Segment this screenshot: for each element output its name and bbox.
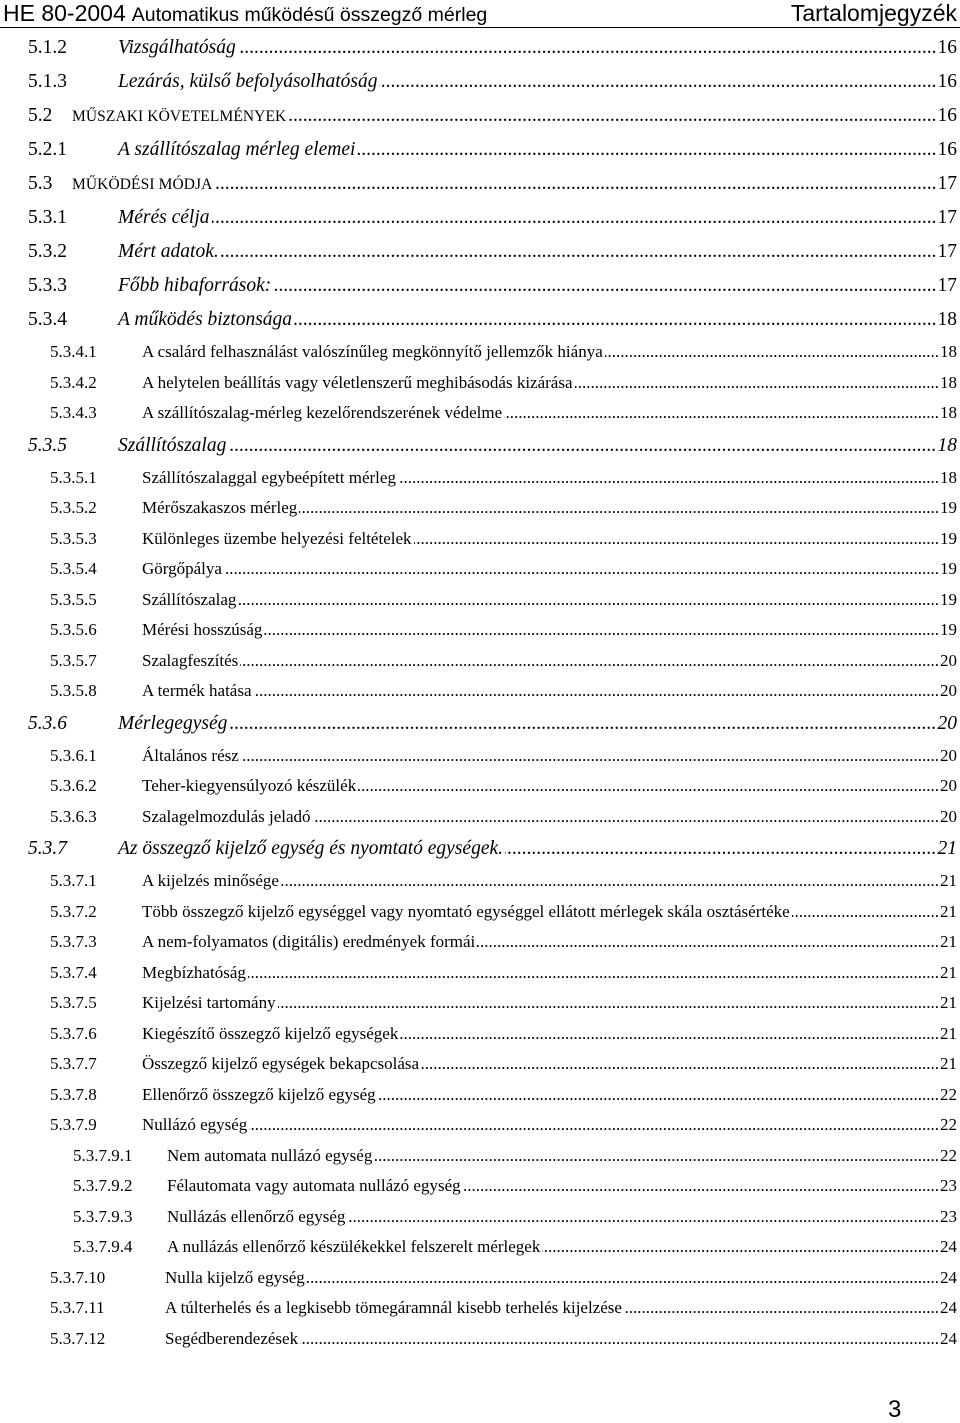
toc-entry-title: A szállítószalag mérleg elemei: [118, 139, 356, 160]
toc-entry-title: Teher-kiegyensúlyozó készülék: [142, 776, 357, 795]
toc-entry-number: 5.3.4: [28, 309, 67, 330]
toc-entry-title: Mérlegegység: [118, 712, 228, 734]
toc-entry-title: MŰKÖDÉSI MÓDJA: [72, 176, 213, 193]
toc-entry[interactable]: [0, 65, 960, 99]
toc-entry[interactable]: [0, 99, 960, 133]
toc-entry[interactable]: [0, 235, 960, 269]
toc-entry-title: Félautomata vagy automata nullázó egység: [167, 1176, 461, 1195]
toc-entry-number: 5.3.7.11: [50, 1298, 105, 1317]
toc-entry-number: 5.3.4.2: [50, 372, 97, 392]
toc-entry-title: Segédberendezések: [165, 1328, 299, 1348]
toc-entry-title: A csalárd felhasználást valószínűleg megkönnyítő jellemzők hiánya: [142, 342, 603, 361]
toc-entry-number: 5.3.6: [28, 712, 67, 734]
dot-leader: [624, 1293, 939, 1324]
toc-entry[interactable]: [0, 133, 960, 167]
dot-leader: [214, 167, 936, 201]
toc-entry-page: 19: [940, 498, 957, 517]
toc-entry-title: Összegző kijelző egységek bekapcsolása: [142, 1054, 420, 1073]
dot-leader: [575, 368, 939, 399]
toc-entry[interactable]: [0, 1293, 960, 1324]
toc-entry[interactable]: [0, 741, 960, 772]
toc-entry-title: A túlterhelés és a legkisebb tömegáramnál kisebb terhelés kijelzése: [165, 1298, 622, 1317]
section-name: Tartalomjegyzék: [790, 0, 957, 26]
toc-entry-number: 5.3.6.1: [50, 745, 97, 765]
dot-leader: [400, 1019, 939, 1050]
dot-leader: [378, 1080, 939, 1111]
toc-entry[interactable]: [0, 554, 960, 585]
dot-leader: [421, 1049, 939, 1080]
toc-entry-page: 24: [940, 1328, 957, 1348]
dot-leader: [238, 31, 937, 65]
dot-leader: [300, 1324, 939, 1355]
toc-entry-number: 5.3.5.2: [50, 498, 97, 517]
dot-leader: [542, 1232, 939, 1263]
toc-entry[interactable]: [0, 1202, 960, 1233]
toc-entry-number: 5.3.7.4: [50, 962, 97, 982]
toc-entry-page: 17: [937, 173, 957, 194]
toc-entry-title: Nulla kijelző egység: [165, 1267, 305, 1287]
dot-leader: [248, 958, 939, 989]
toc-entry-page: 23: [940, 1206, 957, 1226]
toc-entry[interactable]: [0, 201, 960, 235]
toc-entry-page: 19: [940, 528, 957, 548]
dot-leader: [463, 1171, 939, 1202]
toc-entry-title: Szalagelmozdulás jeladó: [142, 806, 311, 826]
toc-entry[interactable]: [0, 1263, 960, 1294]
toc-entry-title: Az összegző kijelző egység és nyomtató egységek.: [118, 838, 504, 859]
dot-leader: [313, 802, 939, 833]
toc-entry-number: 5.3.5.3: [50, 528, 97, 548]
toc-entry[interactable]: [0, 1080, 960, 1111]
toc-entry-number: 5.3.5.7: [50, 650, 97, 670]
dot-leader: [249, 1110, 939, 1141]
toc-entry[interactable]: [0, 463, 960, 494]
toc-entry-page: 20: [940, 681, 957, 700]
toc-entry[interactable]: [0, 303, 960, 337]
toc-entry-title: A működés biztonsága: [118, 309, 293, 330]
toc-entry-title: Szállítószalaggal egybeépített mérleg: [142, 467, 396, 487]
toc-entry-page: 16: [937, 71, 957, 92]
toc-entry-title: Vizsgálhatóság: [118, 37, 236, 58]
toc-entry-page: 22: [940, 1115, 957, 1134]
toc-entry[interactable]: [0, 1232, 960, 1263]
toc-entry-number: 5.3.5: [28, 434, 67, 456]
toc-entry-page: 24: [940, 1237, 957, 1256]
toc-entry-number: 5.3.7.12: [50, 1328, 106, 1348]
toc-entry[interactable]: [0, 897, 960, 928]
toc-entry-title: Több összegző kijelző egységgel vagy nyomtató egységgel ellátott mérlegek skála osztásértéke: [142, 901, 790, 921]
toc-entry-title: Kiegészítő összegző kijelző egységek: [142, 1023, 399, 1043]
toc-entry-page: 21: [940, 1054, 957, 1073]
toc-entry[interactable]: [0, 269, 960, 303]
toc-entry-page: 16: [937, 105, 957, 126]
toc-entry-page: 21: [940, 871, 957, 890]
toc-entry-title: Általános rész: [142, 745, 239, 765]
toc-entry-page: 18: [940, 467, 957, 487]
toc-entry-page: 21: [940, 962, 957, 982]
toc-entry-page: 23: [940, 1176, 957, 1195]
toc-entry-number: 5.3.7.8: [50, 1084, 97, 1104]
dot-leader: [294, 303, 936, 337]
toc-entry[interactable]: [0, 524, 960, 555]
page-number: 3: [888, 1396, 902, 1423]
toc-entry[interactable]: [0, 1019, 960, 1050]
dot-leader: [605, 337, 939, 368]
toc-entry-title: A szállítószalag-mérleg kezelőrendszerének védelme: [142, 403, 503, 422]
dot-leader: [264, 615, 939, 646]
table-of-contents: [0, 31, 960, 1354]
toc-entry-page: 24: [940, 1267, 957, 1287]
dot-leader: [281, 866, 939, 897]
dot-leader: [273, 269, 936, 303]
toc-entry-page: 18: [937, 434, 957, 456]
dot-leader: [374, 1141, 939, 1172]
dot-leader: [398, 463, 939, 494]
dot-leader: [477, 927, 939, 958]
toc-entry-number: 5.3.5.4: [50, 559, 97, 578]
toc-entry-title: A termék hatása: [142, 681, 252, 700]
toc-entry-page: 20: [940, 650, 957, 670]
dot-leader: [357, 133, 936, 167]
toc-entry-page: 16: [937, 37, 957, 58]
toc-entry-title: Mért adatok.: [118, 241, 219, 262]
dot-leader: [241, 741, 939, 772]
toc-entry[interactable]: [0, 958, 960, 989]
toc-entry-number: 5.3.1: [28, 207, 67, 228]
toc-entry-title: Mérőszakaszos mérleg: [142, 498, 298, 517]
toc-entry[interactable]: [0, 337, 960, 368]
dot-leader: [792, 897, 939, 928]
dot-leader: [212, 201, 937, 235]
toc-entry-number: 5.3.6.2: [50, 776, 97, 795]
dot-leader: [307, 1263, 939, 1294]
toc-entry-page: 19: [940, 620, 957, 639]
toc-entry[interactable]: [0, 988, 960, 1019]
toc-entry-title: Kijelzési tartomány: [142, 993, 276, 1012]
toc-entry-number: 5.3.7.9.1: [73, 1145, 133, 1165]
toc-entry[interactable]: [0, 707, 960, 741]
toc-entry-title: A nullázás ellenőrző készülékekkel felszerelt mérlegek: [167, 1237, 541, 1256]
dot-leader: [238, 585, 939, 616]
toc-entry-number: 5.3.5.6: [50, 620, 97, 639]
toc-entry-number: 5.3.7.9: [50, 1115, 97, 1134]
toc-entry-number: 5.3.4.3: [50, 403, 97, 422]
toc-entry-title: A helytelen beállítás vagy véletlenszerű meghibásodás kizárása: [142, 372, 573, 392]
toc-entry-page: 24: [940, 1298, 957, 1317]
toc-entry-title: A nem-folyamatos (digitális) eredmények formái: [142, 932, 476, 951]
toc-entry-number: 5.3.5.1: [50, 467, 97, 487]
toc-entry-page: 22: [940, 1145, 957, 1165]
toc-entry[interactable]: [0, 802, 960, 833]
toc-entry-number: 5.3.6.3: [50, 806, 97, 826]
toc-entry[interactable]: [0, 398, 960, 429]
toc-entry-page: 21: [940, 993, 957, 1012]
toc-entry-title: MŰSZAKI KÖVETELMÉNYEK: [72, 108, 287, 125]
toc-entry-number: 5.3.7.7: [50, 1054, 97, 1073]
toc-entry-number: 5.2.1: [28, 139, 67, 160]
toc-entry-number: 5.3.5.5: [50, 589, 97, 609]
toc-entry[interactable]: [0, 1049, 960, 1080]
toc-entry-page: 20: [937, 712, 957, 734]
toc-entry-title: Lezárás, külső befolyásolhatóság: [118, 71, 378, 92]
toc-entry[interactable]: [0, 31, 960, 65]
toc-entry-title: Nullázás ellenőrző egység: [167, 1206, 346, 1226]
toc-entry[interactable]: [0, 927, 960, 958]
toc-entry-title: Különleges üzembe helyezési feltételek: [142, 528, 412, 548]
document-title: Automatikus működésű összegző mérleg: [131, 4, 488, 26]
toc-entry-number: 5.3.7.5: [50, 993, 97, 1012]
toc-entry[interactable]: [0, 167, 960, 201]
toc-entry-title: Szállítószalag: [142, 589, 237, 609]
toc-entry-page: 18: [940, 372, 957, 392]
toc-entry-number: 5.3: [28, 173, 53, 194]
toc-entry-number: 5.3.7.6: [50, 1023, 97, 1043]
toc-entry-title: Nem automata nullázó egység: [167, 1145, 373, 1165]
toc-entry-number: 5.1.2: [28, 37, 67, 58]
toc-entry-number: 5.3.4.1: [50, 342, 97, 361]
toc-entry-number: 5.3.7: [28, 838, 67, 859]
toc-entry-page: 21: [940, 1023, 957, 1043]
toc-entry[interactable]: [0, 493, 960, 524]
dot-leader: [224, 554, 939, 585]
dot-leader: [228, 429, 936, 463]
toc-entry-page: 17: [937, 275, 957, 296]
toc-entry-page: 20: [940, 776, 957, 795]
toc-entry[interactable]: [0, 429, 960, 463]
toc-entry-number: 5.3.7.9.3: [73, 1206, 133, 1226]
toc-entry-number: 5.2: [28, 105, 53, 126]
dot-leader: [505, 832, 936, 866]
toc-entry-title: Szállítószalag: [118, 434, 227, 456]
dot-leader: [278, 988, 939, 1019]
toc-entry[interactable]: [0, 1110, 960, 1141]
toc-entry-page: 21: [940, 901, 957, 921]
toc-entry-page: 22: [940, 1084, 957, 1104]
dot-leader: [254, 676, 939, 707]
dot-leader: [414, 524, 939, 555]
toc-entry-page: 18: [937, 309, 957, 330]
toc-entry-number: 5.3.2: [28, 241, 67, 262]
toc-entry-title: Főbb hibaforrások:: [118, 275, 272, 296]
toc-entry-number: 5.1.3: [28, 71, 67, 92]
toc-entry-number: 5.3.7.3: [50, 932, 97, 951]
toc-entry[interactable]: [0, 646, 960, 677]
toc-entry-number: 5.3.7.10: [50, 1267, 106, 1287]
toc-entry[interactable]: [0, 585, 960, 616]
dot-leader: [221, 235, 937, 269]
toc-entry-page: 16: [937, 139, 957, 160]
toc-entry-number: 5.3.7.2: [50, 901, 97, 921]
toc-entry-title: Szalagfeszítés: [142, 650, 239, 670]
dot-leader: [229, 707, 936, 741]
toc-entry[interactable]: [0, 1141, 960, 1172]
toc-entry-number: 5.3.5.8: [50, 681, 97, 700]
toc-entry-page: 21: [937, 838, 957, 859]
toc-entry-title: A kijelzés minősége: [142, 871, 279, 890]
toc-entry-number: 5.3.7.9.4: [73, 1237, 133, 1256]
toc-entry-title: Nullázó egység: [142, 1115, 248, 1134]
toc-entry[interactable]: [0, 1324, 960, 1355]
dot-leader: [347, 1202, 939, 1233]
toc-entry[interactable]: [0, 615, 960, 646]
toc-entry-page: 20: [940, 806, 957, 826]
toc-entry[interactable]: [0, 771, 960, 802]
toc-entry-number: 5.3.7.1: [50, 871, 97, 890]
document-code: HE 80-2004: [3, 0, 126, 26]
toc-entry[interactable]: [0, 676, 960, 707]
dot-leader: [240, 646, 939, 677]
toc-entry[interactable]: [0, 832, 960, 866]
toc-entry-page: 17: [937, 241, 957, 262]
toc-entry-page: 20: [940, 745, 957, 765]
dot-leader: [379, 65, 936, 99]
toc-entry-page: 18: [940, 403, 957, 422]
toc-entry-page: 21: [940, 932, 957, 951]
dot-leader: [299, 493, 939, 524]
toc-entry[interactable]: [0, 866, 960, 897]
toc-entry-title: Mérés célja: [118, 207, 210, 228]
running-header: [0, 0, 960, 28]
toc-entry-title: Mérési hosszúság: [142, 620, 263, 639]
toc-entry-title: Ellenőrző összegző kijelző egység: [142, 1084, 376, 1104]
toc-entry-page: 19: [940, 559, 957, 578]
toc-entry-page: 19: [940, 589, 957, 609]
dot-leader: [358, 771, 939, 802]
toc-entry-title: Megbízhatóság: [142, 962, 246, 982]
toc-entry[interactable]: [0, 1171, 960, 1202]
toc-entry-page: 17: [937, 207, 957, 228]
toc-entry-title: Görgőpálya: [142, 559, 222, 578]
toc-entry-number: 5.3.3: [28, 275, 67, 296]
toc-entry-number: 5.3.7.9.2: [73, 1176, 133, 1195]
toc-entry-page: 18: [940, 342, 957, 361]
dot-leader: [288, 99, 936, 133]
dot-leader: [504, 398, 939, 429]
toc-entry[interactable]: [0, 368, 960, 399]
